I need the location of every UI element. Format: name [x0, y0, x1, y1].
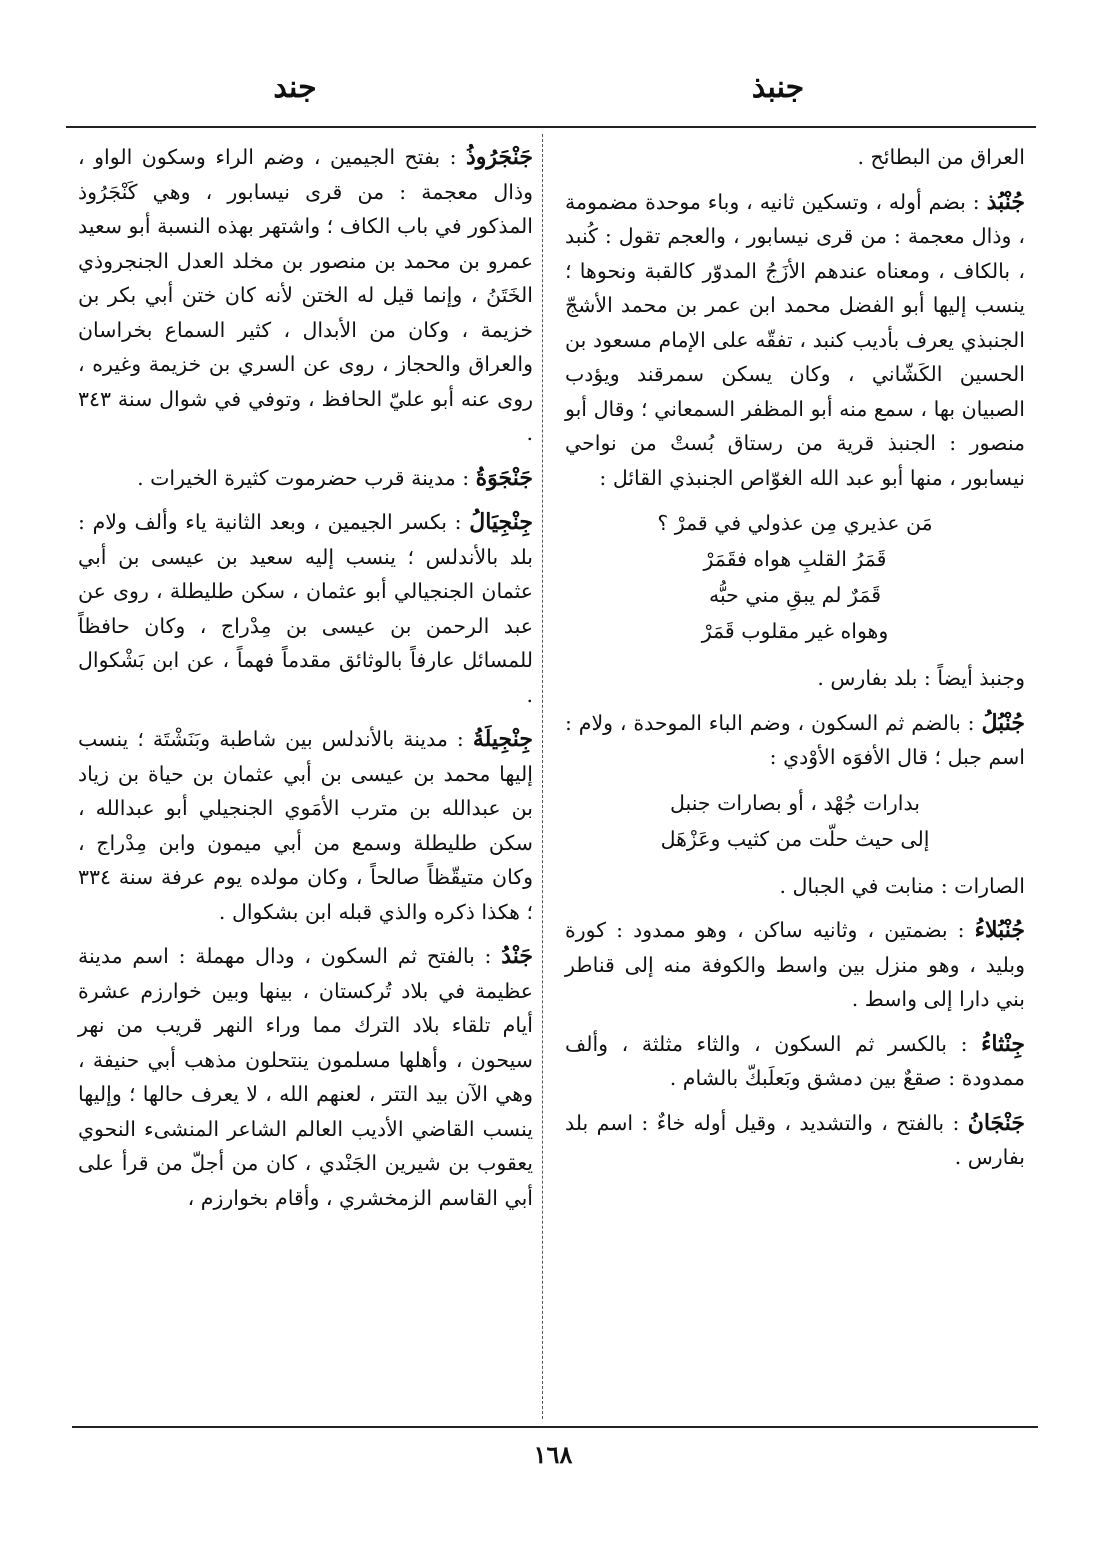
- verse-line: قَمَرٌ لم يبقِ مني حبُّه: [708, 583, 881, 607]
- entry-text: : بفتح الجيمين ، وضم الراء وسكون الواو ، وذال معجمة : من قرى نيسابور ، وهي كَنْجَرُوذ المذكور في باب الكاف ؛ واشتهر بهذه النسبة أبو سعيد عمرو بن محمد بن منصور بن مخلد العدل الجنجروذي الخَتَنُ ، وإنما قيل له الختن لأنه كان ختن أبي بكر بن خزيمة ، وكان من الأبدال ، كثير السماع بخراسان والعراق والحجاز ، روى عن السري بن خزيمة وغيره ، روى عنه أبو عليّ الحافظ ، وتوفي في شوال سنة ٣٤٣ .: [78, 145, 533, 445]
- headword: جِنْثاءُ: [981, 1030, 1025, 1057]
- entry-text: : مدينة بالأندلس بين شاطبة وبَنَشْتَة ؛ ينسب إليها محمد بن عيسى بن أبي عثمان بن حياة بن زياد بن عبدالله بن مترب الأمَوي الجنجيلي أبو عبدالله ، سكن طليطلة وسمع من أبي ميمون وابن مِدْراج ، وكان متيقّظاً صالحاً ، وكان مولده يوم عرفة سنة ٣٣٤ ؛ هكذا ذكره والذي قبله ابن بشكوال .: [78, 727, 533, 924]
- column-divider: [542, 134, 543, 1419]
- verse-line: وهواه غير مقلوب قَمَرْ: [701, 619, 889, 643]
- verse-line: بدارات جُهْد ، أو بصارات جنبل: [670, 790, 920, 815]
- entry-text: : بالفتح ثم السكون ، ودال مهملة : اسم مدينة عظيمة في بلاد تُركستان ، بينها وبين خوارزم عشرة أيام تلقاء بلاد الترك مما وراء النهر قريب من نهر سيحون ، وأهلها مسلمون ينتحلون مذهب أبي حنيفة ، وهي الآن بيد التتر ، لعنهم الله ، لا يعرف حالها ؛ وإليها ينسب القاضي الأديب العالم الشاعر المنشىء النحوي يعقوب بن شيرين الجَنْدي ، كان من أجلّ من قرأ على أبي القاسم الزمخشري ، وأقام بخوارزم ،: [78, 944, 533, 1210]
- entry-jinjiyal: [78, 505, 533, 712]
- entry-jinjila: [78, 722, 533, 929]
- headword: جَنْجَانُ: [967, 1109, 1025, 1136]
- headword: جِنْجِيلَةُ: [472, 726, 533, 752]
- continued-text: العراق من البطائح .: [857, 145, 1025, 169]
- entry-junbul: [565, 706, 1025, 775]
- entry-note: الصارات : منابت في الجبال .: [779, 873, 1025, 898]
- entry-text: : بضمتين ، وثانيه ساكن ، وهو ممدود : كورة وبليد ، وهو منزل بين واسط والكوفة منه إلى قناطر بني دارا إلى واسط .: [565, 918, 1025, 1011]
- entry-junbudh: [565, 185, 1025, 496]
- top-rule: [66, 126, 1036, 128]
- left-column: [78, 140, 533, 1225]
- headword: جَنْجَرُوذُ: [466, 144, 533, 170]
- headword: جِنْجِيَالُ: [469, 509, 533, 535]
- right-column: [565, 140, 1025, 1185]
- entry-text: : بكسر الجيمين ، وبعد الثانية ياء وألف ولام : بلد بالأندلس ؛ ينسب إليه سعيد بن عيسى بن أبي عثمان الجنجيالي أبو عثمان ، سكن طليطلة ، روى عن عبد الرحمن بن عيسى بن مِدْراج ، وكان حافظاً للمسائل عارفاً بالوثائق مقدماً فهماً ، عن ابن بَشْكوال .: [78, 510, 533, 707]
- headword: جَنْدُ: [501, 943, 533, 969]
- running-header-right: جنبذ: [751, 70, 805, 105]
- headword: جُنْبُلُ: [981, 709, 1025, 736]
- entry-janjarudh: [78, 140, 533, 451]
- entry-janjawa: [78, 461, 533, 496]
- headword: جَنْجَوَةُ: [475, 464, 533, 491]
- verse-block: [565, 785, 1025, 857]
- entry-janjan: [565, 1106, 1025, 1175]
- entry-jintha: [565, 1027, 1025, 1096]
- bottom-rule: [72, 1426, 1038, 1428]
- verse-line: إلى حيث حلّت من كثيب وعَزْهَل: [660, 826, 930, 851]
- entry-text: : بضم أوله ، وتسكين ثانيه ، وباء موحدة مضمومة ، وذال معجمة : من قرى نيسابور ، والعجم تقول : كُنبد ، بالكاف ، ومعناه عندهم الأزَجُ المدوّر كالقبة ونحوها ؛ ينسب إليها أبو الفضل محمد ابن عمر بن محمد الأشجّ الجنبذي يعرف بأديب كنبد ، تفقّه على الإمام مسعود بن الحسين الكَشّاني ، وكان يسكن سمرقند ويؤدب الصبيان بها ، سمع منه أبو المظفر السمعاني ؛ وقال أبو منصور : الجنبذ قرية من رستاق بُستْ من نواحي نيسابور ، منها أبو عبد الله الغوّاص الجنبذي القائل :: [565, 189, 1025, 490]
- entry-text: : بالضم ثم السكون ، وضم الباء الموحدة ، ولام : اسم جبل ؛ قال الأفوَه الأوْدي :: [565, 710, 1025, 769]
- entry-jand: [78, 939, 533, 1215]
- verse-line: قَمَرُ القلبِ هواه فقَمَرْ: [703, 547, 887, 571]
- running-header-left: جند: [273, 70, 317, 105]
- entry-note: وجنبذ أيضاً : بلد بفارس .: [817, 666, 1025, 690]
- entry-text: : بالفتح ، والتشديد ، وقيل أوله خاءٌ : اسم بلد بفارس .: [565, 1110, 1025, 1169]
- headword: جُنْبُلاءُ: [974, 917, 1025, 943]
- verse-line: مَن عذيري مِن عذولي في قمرْ ؟: [657, 511, 933, 535]
- entry-text: : مدينة قرب حضرموت كثيرة الخيرات .: [137, 465, 476, 490]
- entry-junbula: [565, 913, 1025, 1017]
- page-number: ١٦٨: [533, 1440, 573, 1469]
- headword: جُنْبُذ: [986, 188, 1025, 215]
- entry-text: : بالكسر ثم السكون ، والثاء مثلثة ، وألف ممدودة : صقعٌ بين دمشق وبَعلَبكّ بالشام .: [565, 1031, 1025, 1090]
- verse-block: [565, 505, 1025, 649]
